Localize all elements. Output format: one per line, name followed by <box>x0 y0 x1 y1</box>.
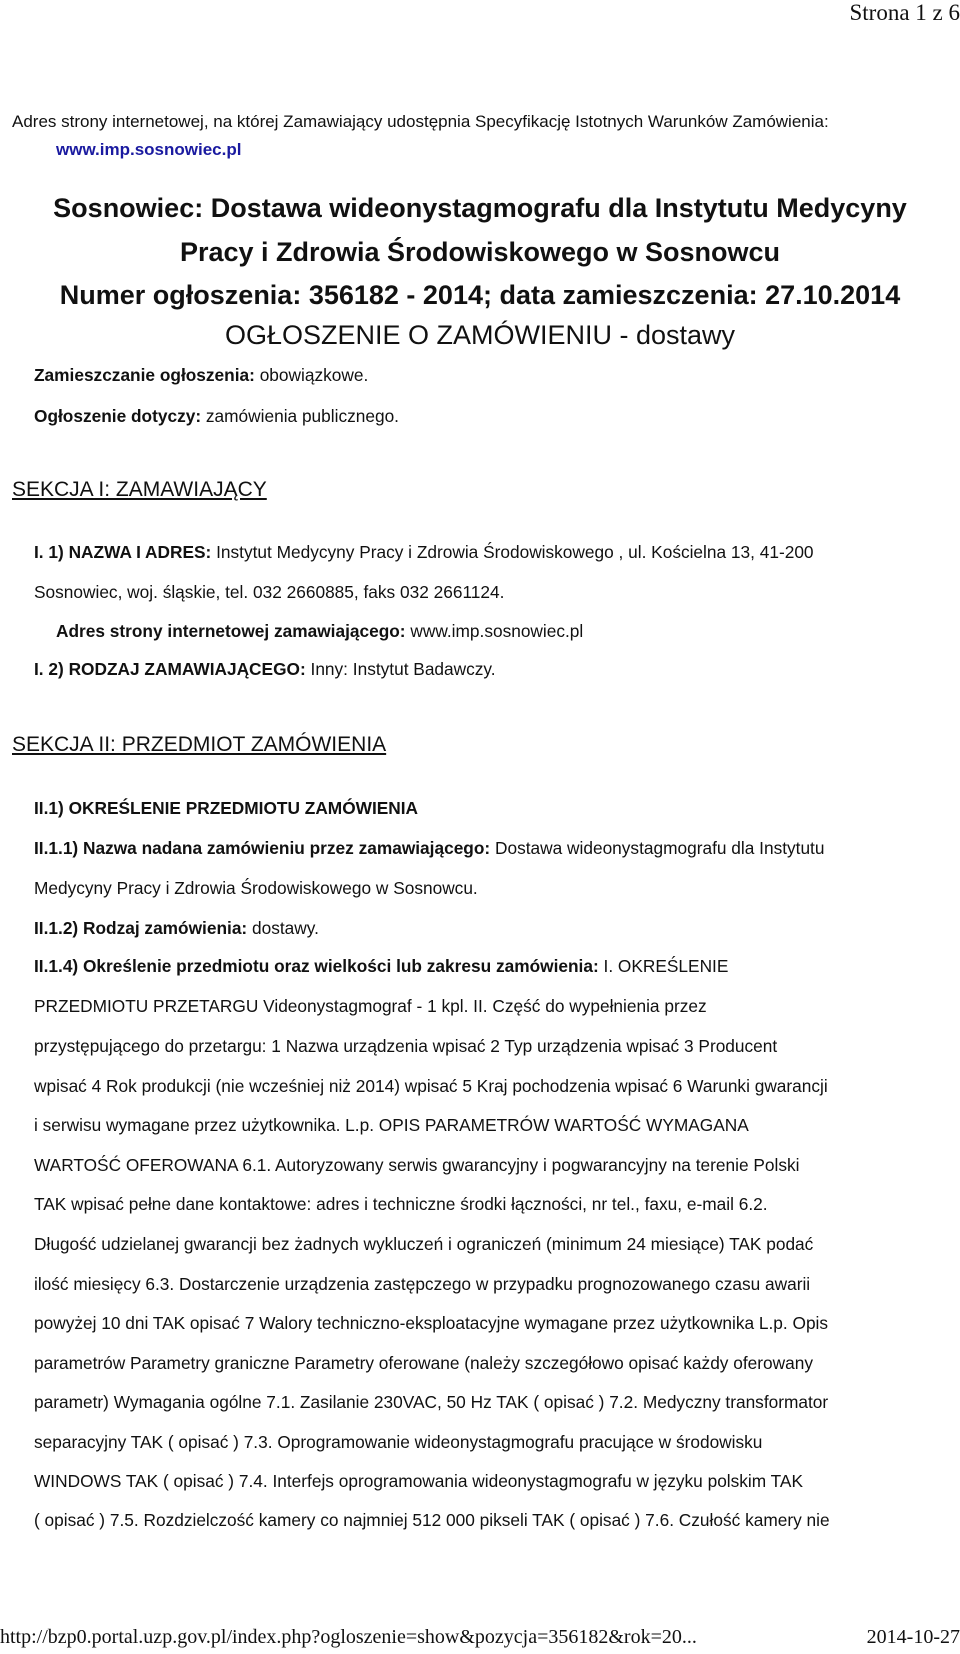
authority-website-row <box>56 621 583 642</box>
authority-type-label: I. 2) RODZAJ ZAMAWIAJĄCEGO: <box>34 659 306 679</box>
concerns-label: Ogłoszenie dotyczy: <box>34 406 202 426</box>
section-1-heading: SEKCJA I: ZAMAWIAJĄCY <box>12 478 267 501</box>
title-line-3: Numer ogłoszenia: 356182 - 2014; data zamieszczenia: 27.10.2014 <box>59 280 901 310</box>
section-2-heading: SEKCJA II: PRZEDMIOT ZAMÓWIENIA <box>12 733 387 756</box>
concerns-row <box>34 406 399 427</box>
placement-label: Zamieszczanie ogłoszenia: <box>34 365 255 385</box>
description-line: separacyjny TAK ( opisać ) 7.3. Oprogramowanie wideonystagmografu pracujące w środowisku <box>34 1432 763 1452</box>
order-name-continued: Medycyny Pracy i Zdrowia Środowiskowego w Sosnowcu. <box>34 878 478 898</box>
contracting-authority-row <box>34 542 814 563</box>
siwz-address-link[interactable]: www.imp.sosnowiec.pl <box>56 140 242 159</box>
description-line: przystępującego do przetargu: 1 Nazwa urządzenia wpisać 2 Typ urządzenia wpisać 3 Producent <box>34 1036 778 1056</box>
concerns-value: zamówienia publicznego. <box>201 406 399 426</box>
description-line: powyżej 10 dni TAK opisać 7 Walory techniczno-eksploatacyjne wymagane przez użytkownika L.p. Opis <box>34 1313 829 1333</box>
authority-website-value[interactable]: www.imp.sosnowiec.pl <box>405 621 584 641</box>
footer-date: 2014-10-27 <box>866 1626 960 1648</box>
page-number: Strona 1 z 6 <box>849 0 960 25</box>
order-name-label: II.1.1) Nazwa nadana zamówieniu przez zamawiającego: <box>34 838 491 858</box>
authority-website-label: Adres strony internetowej zamawiającego: <box>56 621 406 641</box>
authority-type-value: Inny: Instytut Badawczy. <box>305 659 496 679</box>
description-line: Długość udzielanej gwarancji bez żadnych wykluczeń i ograniczeń (minimum 24 miesiące) TAK podać <box>34 1234 814 1254</box>
authority-name-label: I. 1) NAZWA I ADRES: <box>34 542 212 562</box>
description-line: PRZEDMIOTU PRZETARGU Videonystagmograf - 1 kpl. II. Część do wypełnienia przez <box>34 996 707 1016</box>
order-kind-row <box>34 918 319 939</box>
siwz-address-label: Adres strony internetowej, na której Zamawiający udostępnia Specyfikację Istotnych Warunków Zamówienia: <box>12 112 829 131</box>
description-line: parametr) Wymagania ogólne 7.1. Zasilanie 230VAC, 50 Hz TAK ( opisać ) 7.2. Medyczny transformator <box>34 1392 829 1412</box>
placement-row <box>34 365 368 386</box>
order-description-label: II.1.4) Określenie przedmiotu oraz wielkości lub zakresu zamówienia: <box>34 956 599 976</box>
description-line: WINDOWS TAK ( opisać ) 7.4. Interfejs oprogramowania wideonystagmografu w języku polskim TAK <box>34 1471 803 1491</box>
authority-name-value: Instytut Medycyny Pracy i Zdrowia Środowiskowego , ul. Kościelna 13, 41-200 <box>211 542 814 562</box>
footer-url[interactable]: http://bzp0.portal.uzp.gov.pl/index.php?ogloszenie=show&pozycja=356182&rok=20... <box>0 1626 697 1648</box>
description-line: TAK wpisać pełne dane kontaktowe: adres i techniczne środki łączności, nr tel., faxu, e-mail 6.2. <box>34 1194 768 1214</box>
subject-subheading: II.1) OKREŚLENIE PRZEDMIOTU ZAMÓWIENIA <box>34 798 419 818</box>
order-kind-label: II.1.2) Rodzaj zamówienia: <box>34 918 248 938</box>
title-line-2: Pracy i Zdrowia Środowiskowego w Sosnowcu <box>179 237 781 267</box>
authority-type-row <box>34 659 496 680</box>
description-line: wpisać 4 Rok produkcji (nie wcześniej niż 2014) wpisać 5 Kraj pochodzenia wpisać 6 Warunki gwarancji <box>34 1076 828 1096</box>
title-line-1: Sosnowiec: Dostawa wideonystagmografu dla Instytutu Medycyny <box>53 193 907 223</box>
notice-subtitle: OGŁOSZENIE O ZAMÓWIENIU - dostawy <box>224 320 736 350</box>
order-name-value: Dostawa wideonystagmografu dla Instytutu <box>490 838 825 858</box>
order-name-row <box>34 838 824 859</box>
order-description-first: I. OKREŚLENIE <box>598 956 729 976</box>
order-kind-value: dostawy. <box>247 918 319 938</box>
description-line: WARTOŚĆ OFEROWANA 6.1. Autoryzowany serwis gwarancyjny i pogwarancyjny na terenie Polski <box>34 1155 800 1175</box>
authority-address-continued: Sosnowiec, woj. śląskie, tel. 032 2660885, faks 032 2661124. <box>34 582 505 602</box>
order-description-row <box>34 956 728 977</box>
placement-value: obowiązkowe. <box>254 365 369 385</box>
description-line: ( opisać ) 7.5. Rozdzielczość kamery co najmniej 512 000 pikseli TAK ( opisać ) 7.6. Czułość kamery nie <box>34 1510 830 1530</box>
description-line: ilość miesięcy 6.3. Dostarczenie urządzenia zastępczego w przypadku prognozowanego czasu awarii <box>34 1274 811 1294</box>
description-line: parametrów Parametry graniczne Parametry oferowane (należy szczegółowo opisać każdy oferowany <box>34 1353 813 1373</box>
description-line: i serwisu wymagane przez użytkownika. L.p. OPIS PARAMETRÓW WARTOŚĆ WYMAGANA <box>34 1115 749 1135</box>
